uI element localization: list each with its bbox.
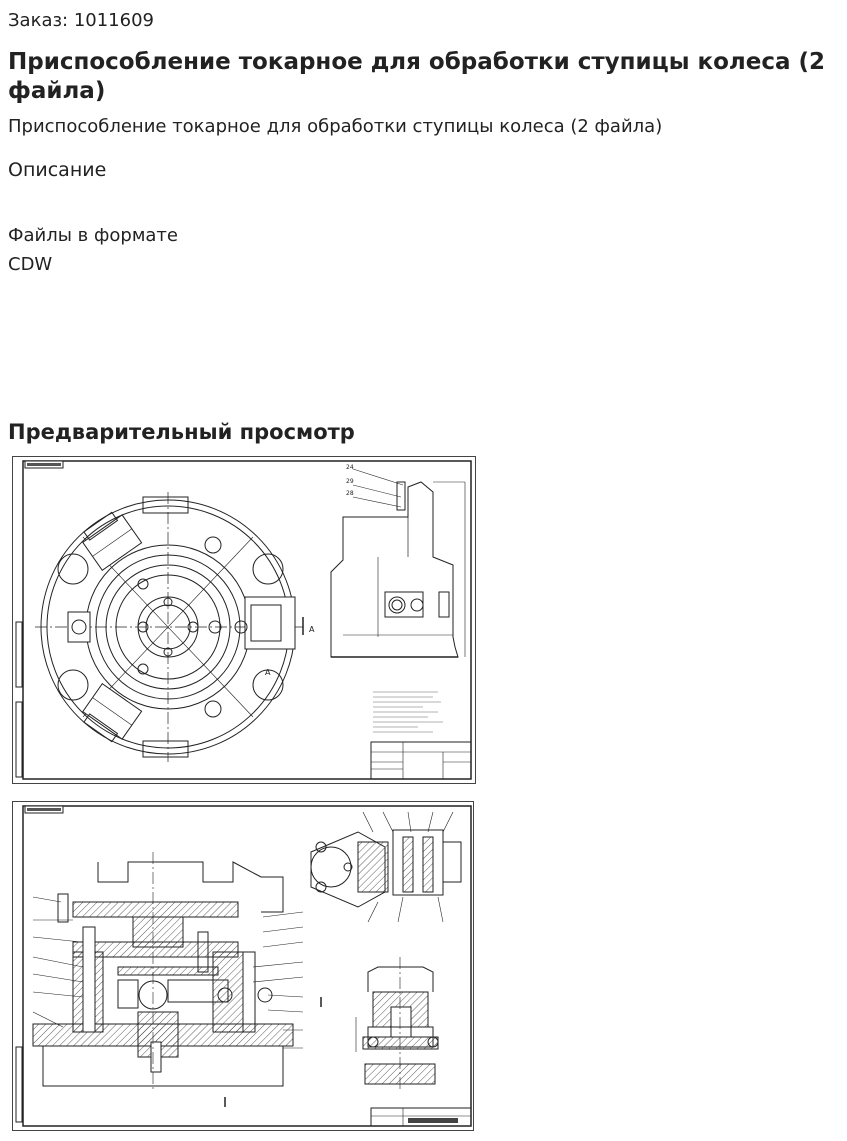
order-number: Заказ: 1011609 (8, 10, 154, 31)
svg-text:28: 28 (346, 490, 354, 497)
svg-text:А: А (309, 625, 315, 634)
description-text: Файлы в формате CDW (8, 225, 178, 275)
technical-drawing-icon (13, 457, 475, 783)
preview-image-1[interactable] (12, 456, 476, 784)
preview-image-2[interactable] (12, 801, 474, 1131)
svg-text:29: 29 (346, 478, 354, 485)
product-subtitle: Приспособление токарное для обработки ступицы колеса (2 файла) (8, 116, 663, 137)
description-heading: Описание (8, 159, 107, 181)
preview-heading: Предварительный просмотр (8, 420, 355, 444)
svg-text:А: А (265, 668, 271, 677)
svg-text:24: 24 (346, 464, 354, 471)
page-title: Приспособление токарное для обработки ступицы колеса (2 файла) (8, 49, 826, 104)
technical-drawing-icon (13, 802, 473, 1130)
